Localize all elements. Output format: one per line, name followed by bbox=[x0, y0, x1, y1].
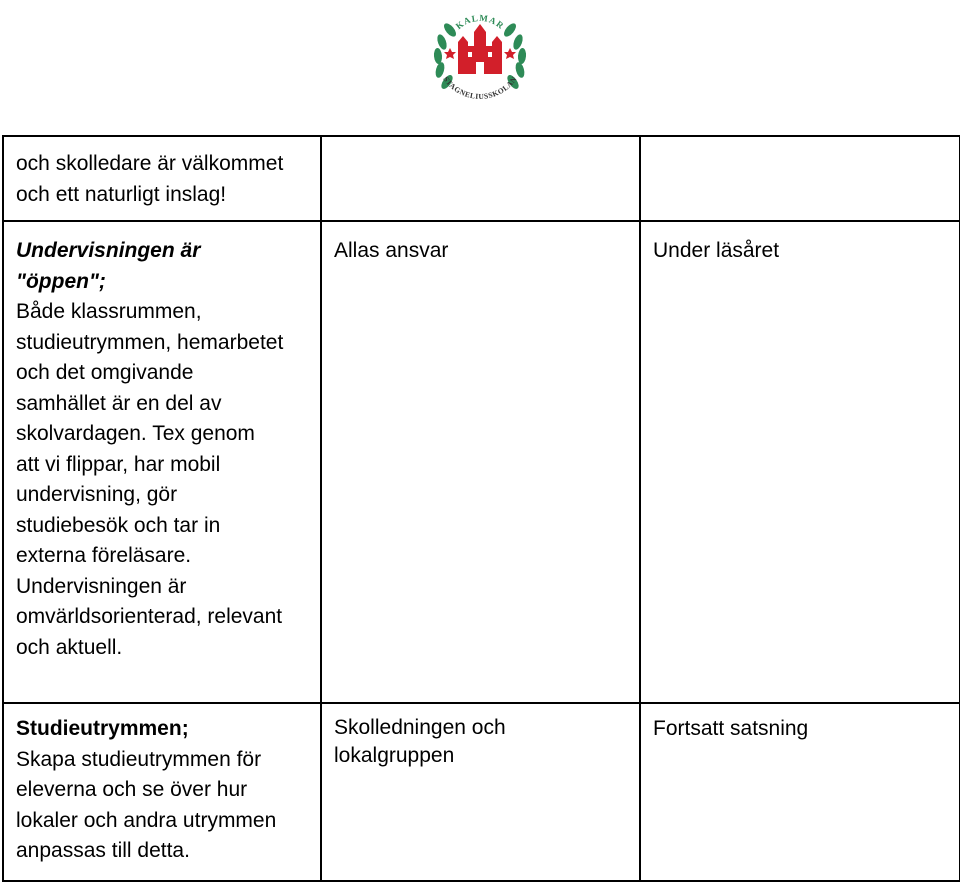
cell-text-line: eleverna och se över hur bbox=[16, 778, 248, 801]
table-row bbox=[3, 136, 960, 221]
cell-heading: "öppen"; bbox=[16, 269, 106, 293]
cell-text-line: lokaler och andra utrymmen bbox=[16, 808, 277, 832]
table-cell-timeframe: Fortsatt satsning bbox=[640, 703, 960, 881]
table-cell-timeframe bbox=[640, 136, 960, 221]
table-cell-responsible: Allas ansvar bbox=[321, 221, 640, 703]
action-plan-table bbox=[2, 135, 960, 882]
table-cell-measure bbox=[3, 221, 321, 703]
cell-text-line: och det omgivande bbox=[16, 361, 194, 384]
cell-text-line: och ett naturligt inslag! bbox=[16, 182, 227, 206]
table-cell-measure bbox=[3, 703, 321, 881]
table-cell-timeframe: Under läsåret bbox=[640, 221, 960, 703]
table-cell-responsible bbox=[321, 703, 640, 881]
cell-text-line: Både klassrummen, bbox=[16, 300, 202, 323]
cell-text-line: anpassas till detta. bbox=[16, 839, 190, 862]
cell-heading: Undervisningen är bbox=[16, 239, 201, 262]
cell-text-line: och skolledare är välkommet bbox=[16, 152, 284, 175]
cell-text-line: externa föreläsare. bbox=[16, 544, 192, 567]
cell-text-line: samhället är en del av bbox=[16, 391, 222, 415]
cell-text-line: undervisning, gör bbox=[16, 483, 178, 506]
cell-text-line: Skolledningen och bbox=[334, 716, 506, 739]
cell-heading: Studieutrymmen; bbox=[16, 717, 189, 740]
table-row bbox=[3, 221, 960, 703]
cell-text-line: och aktuell. bbox=[16, 635, 123, 659]
cell-text-line: Undervisningen är bbox=[16, 574, 187, 598]
logo-text-bottom: STAGNELIUSSKOLAN bbox=[441, 74, 519, 101]
table-row bbox=[3, 703, 960, 881]
cell-text-line: studieutrymmen, hemarbetet bbox=[16, 330, 284, 354]
cell-text-line: att vi flippar, har mobil bbox=[16, 452, 221, 476]
logo-text-top: KALMAR bbox=[453, 12, 507, 32]
cell-text-line: lokalgruppen bbox=[334, 744, 455, 767]
cell-text-line: omvärldsorienterad, relevant bbox=[16, 605, 283, 628]
school-logo bbox=[428, 2, 532, 106]
svg-text:STAGNELIUSSKOLAN bbox=[441, 75, 518, 101]
cell-text-line: skolvardagen. Tex genom bbox=[16, 422, 255, 445]
castle-icon bbox=[458, 24, 502, 74]
table-cell-responsible bbox=[321, 136, 640, 221]
table-cell-measure bbox=[3, 136, 321, 221]
cell-text-line: Skapa studieutrymmen för bbox=[16, 747, 262, 771]
cell-text-line: studiebesök och tar in bbox=[16, 513, 221, 537]
